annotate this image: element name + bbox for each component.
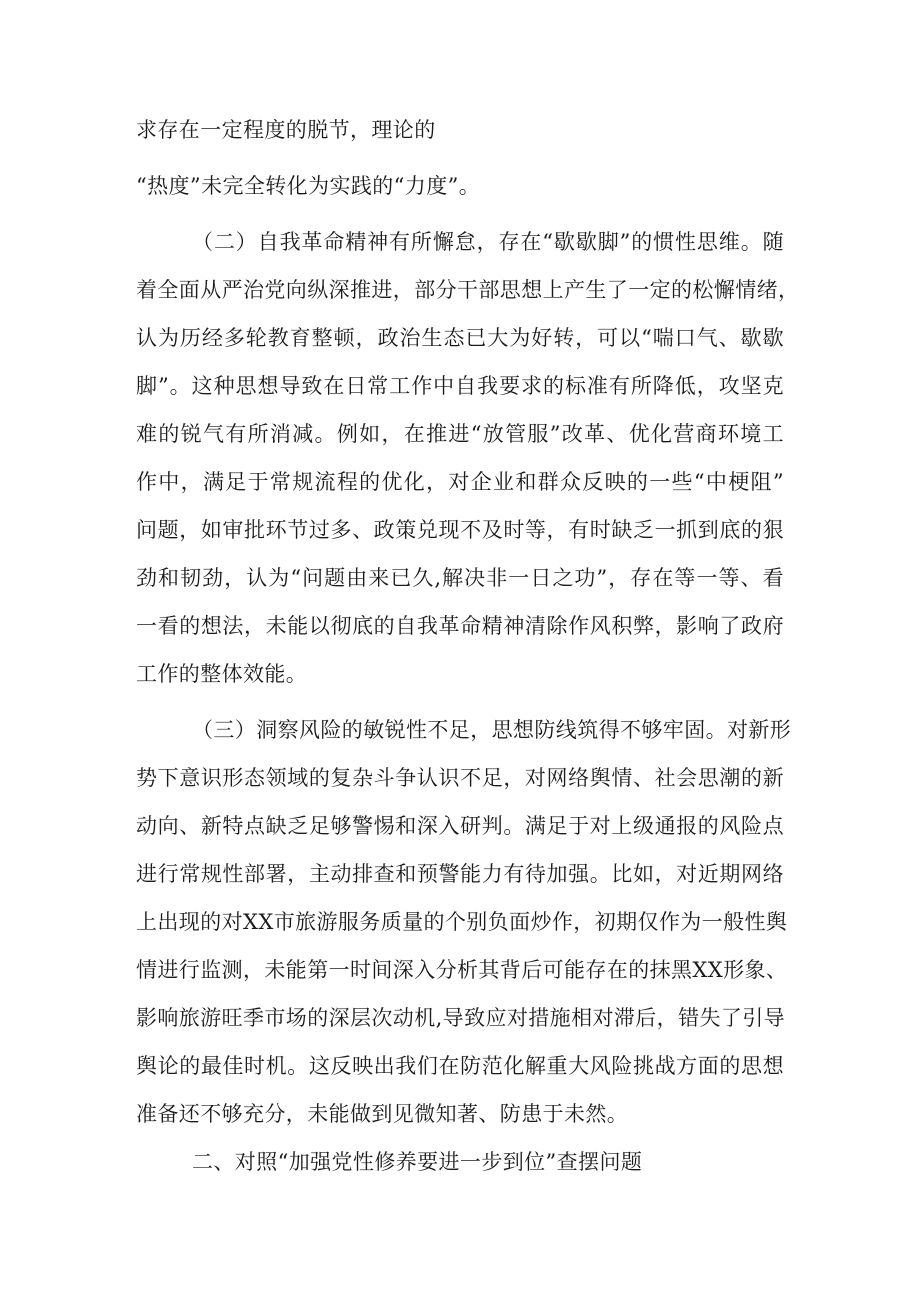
text-line-12: 工作的整体效能。	[136, 662, 308, 686]
section-2-heading-line: （二）自我革命精神有所懈怠，存在“歇歇脚”的惯性思维。随	[192, 230, 784, 254]
text-line-14: 势下意识形态领域的复杂斗争认识不足，对网络舆情、社会思潮的新	[136, 766, 784, 790]
text-line-10: 劲和韧劲，认为“问题由来已久,解决非一日之功”，存在等一等、看	[136, 566, 784, 590]
text-line-17: 上出现的对XX市旅游服务质量的个别负面炒作，初期仅作为一般性舆	[136, 910, 788, 934]
section-3-heading-line: （三）洞察风险的敏锐性不足，思想防线筑得不够牢固。对新形	[192, 718, 792, 742]
text-line-9: 问题，如审批环节过多、政策兑现不及时等，有时缺乏一抓到底的狠	[136, 518, 784, 542]
text-line-11: 一看的想法，未能以彻底的自我革命精神清除作风积弊，影响了政府	[136, 614, 784, 638]
text-line-1: 求存在一定程度的脱节，理论的	[136, 118, 436, 142]
chapter-heading-2: 二、对照“加强党性修养要进一步到位”查摆问题	[192, 1150, 643, 1174]
text-line-16: 进行常规性部署，主动排查和预警能力有待加强。比如，对近期网络	[136, 862, 784, 886]
text-line-2: “热度”未完全转化为实践的“力度”。	[136, 174, 481, 198]
text-line-18: 情进行监测，未能第一时间深入分析其背后可能存在的抹黑XX形象、	[136, 958, 788, 982]
text-line-7: 难的锐气有所消减。例如，在推进“放管服”改革、优化营商环境工	[136, 422, 784, 446]
text-line-5: 认为历经多轮教育整顿，政治生态已大为好转，可以“喘口气、歇歇	[136, 326, 784, 350]
text-line-15: 动向、新特点缺乏足够警惕和深入研判。满足于对上级通报的风险点	[136, 814, 784, 838]
text-line-21: 准备还不够充分，未能做到见微知著、防患于未然。	[136, 1102, 629, 1126]
text-line-8: 作中，满足于常规流程的优化，对企业和群众反映的一些“中梗阻”	[136, 470, 784, 494]
text-line-19: 影响旅游旺季市场的深层次动机,导致应对措施相对滞后，错失了引导	[136, 1006, 786, 1030]
text-line-4: 着全面从严治党向纵深推进，部分干部思想上产生了一定的松懈情绪，	[136, 278, 800, 302]
text-line-20: 舆论的最佳时机。这反映出我们在防范化解重大风险挑战方面的思想	[136, 1054, 784, 1078]
text-line-6: 脚”。这种思想导致在日常工作中自我要求的标准有所降低，攻坚克	[136, 374, 784, 398]
